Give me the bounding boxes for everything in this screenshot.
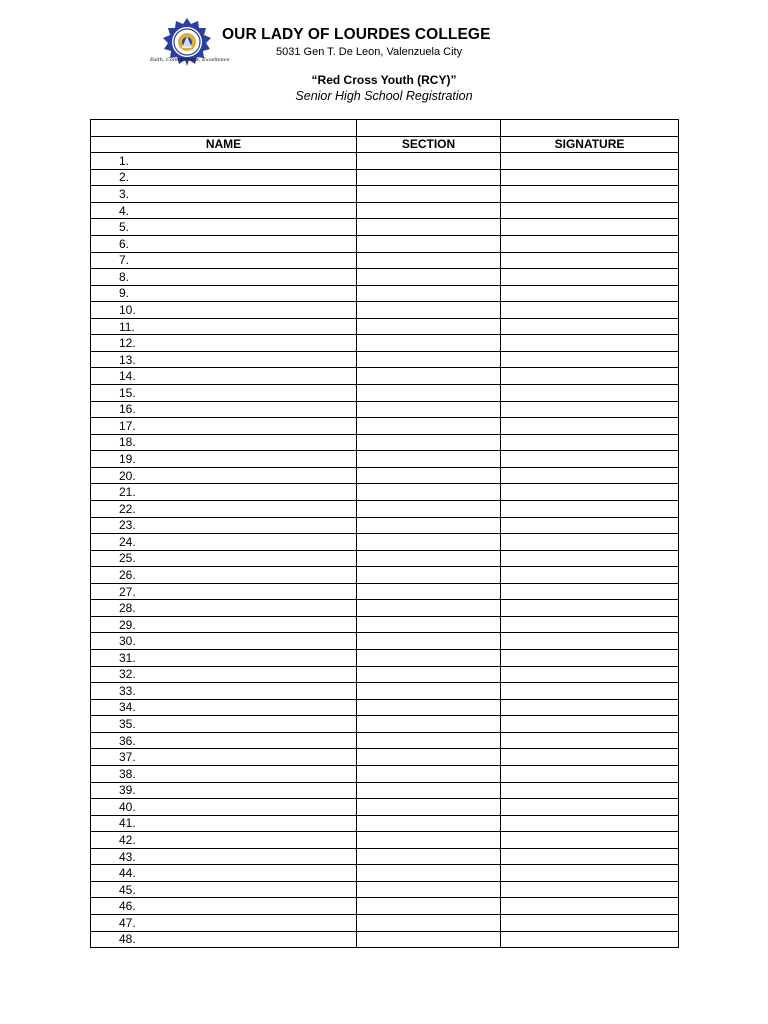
name-cell[interactable]: 6.: [91, 235, 357, 252]
table-row: [91, 848, 679, 865]
table-row: [91, 633, 679, 650]
name-cell[interactable]: 26.: [91, 567, 357, 584]
name-cell[interactable]: 45.: [91, 881, 357, 898]
signature-cell[interactable]: [501, 799, 679, 816]
section-cell[interactable]: [357, 583, 501, 600]
column-header-name: NAME: [91, 136, 357, 153]
signature-cell[interactable]: [501, 335, 679, 352]
section-cell[interactable]: [357, 302, 501, 319]
section-cell[interactable]: [357, 600, 501, 617]
table-row: [91, 732, 679, 749]
table-row: [91, 252, 679, 269]
signature-cell[interactable]: [501, 567, 679, 584]
signature-cell[interactable]: [501, 550, 679, 567]
table-row: [91, 832, 679, 849]
table-row: [91, 418, 679, 435]
signature-cell[interactable]: [501, 269, 679, 286]
blank-cell: [357, 120, 501, 137]
signature-cell[interactable]: [501, 931, 679, 948]
section-cell[interactable]: [357, 467, 501, 484]
name-cell[interactable]: 9.: [91, 285, 357, 302]
section-cell[interactable]: [357, 285, 501, 302]
table-row: [91, 302, 679, 319]
name-cell[interactable]: 35.: [91, 716, 357, 733]
signature-cell[interactable]: [501, 302, 679, 319]
signature-cell[interactable]: [501, 600, 679, 617]
name-cell[interactable]: 22.: [91, 500, 357, 517]
signature-cell[interactable]: [501, 401, 679, 418]
name-cell[interactable]: 43.: [91, 848, 357, 865]
name-cell[interactable]: 30.: [91, 633, 357, 650]
signature-cell[interactable]: [501, 666, 679, 683]
column-header-section: SECTION: [357, 136, 501, 153]
name-cell[interactable]: 2.: [91, 169, 357, 186]
name-cell[interactable]: 41.: [91, 815, 357, 832]
table-row: [91, 550, 679, 567]
header-row: [91, 136, 679, 153]
section-cell[interactable]: [357, 434, 501, 451]
name-cell[interactable]: 20.: [91, 467, 357, 484]
name-cell[interactable]: 44.: [91, 865, 357, 882]
name-cell[interactable]: 29.: [91, 616, 357, 633]
name-cell[interactable]: 42.: [91, 832, 357, 849]
section-cell[interactable]: [357, 451, 501, 468]
table-row: [91, 401, 679, 418]
registration-table: [90, 119, 679, 948]
table-row: [91, 202, 679, 219]
name-cell[interactable]: 34.: [91, 699, 357, 716]
section-cell[interactable]: [357, 335, 501, 352]
section-cell[interactable]: [357, 186, 501, 203]
table-row: [91, 219, 679, 236]
table-row: [91, 368, 679, 385]
name-cell[interactable]: 11.: [91, 318, 357, 335]
name-cell[interactable]: 1.: [91, 153, 357, 170]
signature-cell[interactable]: [501, 500, 679, 517]
signature-cell[interactable]: [501, 749, 679, 766]
section-cell[interactable]: [357, 699, 501, 716]
signature-cell[interactable]: [501, 848, 679, 865]
signature-cell[interactable]: [501, 186, 679, 203]
name-cell[interactable]: 7.: [91, 252, 357, 269]
section-cell[interactable]: [357, 865, 501, 882]
section-cell[interactable]: [357, 749, 501, 766]
name-cell[interactable]: 4.: [91, 202, 357, 219]
section-cell[interactable]: [357, 716, 501, 733]
table-row: [91, 600, 679, 617]
signature-cell[interactable]: [501, 368, 679, 385]
signature-cell[interactable]: [501, 699, 679, 716]
table-row: [91, 567, 679, 584]
name-cell[interactable]: 24.: [91, 534, 357, 551]
section-cell[interactable]: [357, 351, 501, 368]
name-cell[interactable]: 12.: [91, 335, 357, 352]
signature-cell[interactable]: [501, 517, 679, 534]
table-row: [91, 484, 679, 501]
signature-cell[interactable]: [501, 219, 679, 236]
signature-cell[interactable]: [501, 832, 679, 849]
section-cell[interactable]: [357, 550, 501, 567]
signature-cell[interactable]: [501, 782, 679, 799]
name-cell[interactable]: 36.: [91, 732, 357, 749]
section-cell[interactable]: [357, 219, 501, 236]
section-cell[interactable]: [357, 368, 501, 385]
table-row: [91, 650, 679, 667]
signature-cell[interactable]: [501, 633, 679, 650]
section-cell[interactable]: [357, 385, 501, 402]
section-cell[interactable]: [357, 848, 501, 865]
table-row: [91, 169, 679, 186]
table-row: [91, 915, 679, 932]
signature-cell[interactable]: [501, 202, 679, 219]
name-cell[interactable]: 39.: [91, 782, 357, 799]
signature-cell[interactable]: [501, 716, 679, 733]
signature-cell[interactable]: [501, 252, 679, 269]
section-cell[interactable]: [357, 633, 501, 650]
signature-cell[interactable]: [501, 534, 679, 551]
table-row: [91, 500, 679, 517]
section-cell[interactable]: [357, 650, 501, 667]
section-cell[interactable]: [357, 881, 501, 898]
name-cell[interactable]: 38.: [91, 765, 357, 782]
blank-cell: [501, 120, 679, 137]
signature-cell[interactable]: [501, 451, 679, 468]
signature-cell[interactable]: [501, 285, 679, 302]
signature-cell[interactable]: [501, 915, 679, 932]
table-row: [91, 534, 679, 551]
section-cell[interactable]: [357, 732, 501, 749]
section-cell[interactable]: [357, 915, 501, 932]
section-cell[interactable]: [357, 666, 501, 683]
table-row: [91, 335, 679, 352]
table-row: [91, 451, 679, 468]
table-row: [91, 765, 679, 782]
blank-top-row: [91, 120, 679, 137]
section-cell[interactable]: [357, 765, 501, 782]
signature-cell[interactable]: [501, 765, 679, 782]
signature-cell[interactable]: [501, 418, 679, 435]
table-row: [91, 269, 679, 286]
name-cell[interactable]: 15.: [91, 385, 357, 402]
name-cell[interactable]: 21.: [91, 484, 357, 501]
name-cell[interactable]: 27.: [91, 583, 357, 600]
signature-cell[interactable]: [501, 153, 679, 170]
section-cell[interactable]: [357, 898, 501, 915]
signature-cell[interactable]: [501, 898, 679, 915]
section-cell[interactable]: [357, 534, 501, 551]
table-row: [91, 749, 679, 766]
signature-cell[interactable]: [501, 318, 679, 335]
blank-cell: [91, 120, 357, 137]
section-cell[interactable]: [357, 567, 501, 584]
section-cell[interactable]: [357, 799, 501, 816]
signature-cell[interactable]: [501, 865, 679, 882]
signature-cell[interactable]: [501, 583, 679, 600]
table-row: [91, 931, 679, 948]
signature-cell[interactable]: [501, 351, 679, 368]
name-cell[interactable]: 8.: [91, 269, 357, 286]
section-cell[interactable]: [357, 931, 501, 948]
name-cell[interactable]: 18.: [91, 434, 357, 451]
name-cell[interactable]: 14.: [91, 368, 357, 385]
table-row: [91, 799, 679, 816]
table-row: [91, 865, 679, 882]
name-cell[interactable]: 48.: [91, 931, 357, 948]
table-row: [91, 699, 679, 716]
name-cell[interactable]: 32.: [91, 666, 357, 683]
name-cell[interactable]: 28.: [91, 600, 357, 617]
table-row: [91, 153, 679, 170]
table-row: [91, 235, 679, 252]
table-row: [91, 318, 679, 335]
table-row: [91, 898, 679, 915]
signature-cell[interactable]: [501, 467, 679, 484]
table-row: [91, 683, 679, 700]
signature-cell[interactable]: [501, 650, 679, 667]
name-cell[interactable]: 37.: [91, 749, 357, 766]
section-cell[interactable]: [357, 832, 501, 849]
section-cell[interactable]: [357, 153, 501, 170]
section-cell[interactable]: [357, 683, 501, 700]
college-seal-logo: [158, 16, 216, 74]
college-name: OUR LADY OF LOURDES COLLEGE: [222, 26, 491, 43]
table-row: [91, 385, 679, 402]
table-row: [91, 716, 679, 733]
section-cell[interactable]: [357, 782, 501, 799]
section-cell[interactable]: [357, 269, 501, 286]
signature-cell[interactable]: [501, 385, 679, 402]
section-cell[interactable]: [357, 616, 501, 633]
signature-cell[interactable]: [501, 732, 679, 749]
table-row: [91, 583, 679, 600]
signature-cell[interactable]: [501, 434, 679, 451]
signature-cell[interactable]: [501, 484, 679, 501]
section-cell[interactable]: [357, 815, 501, 832]
signature-cell[interactable]: [501, 235, 679, 252]
signature-cell[interactable]: [501, 881, 679, 898]
name-cell[interactable]: 13.: [91, 351, 357, 368]
section-cell[interactable]: [357, 500, 501, 517]
registration-rows: [91, 153, 679, 948]
signature-cell[interactable]: [501, 616, 679, 633]
name-cell[interactable]: 31.: [91, 650, 357, 667]
section-cell[interactable]: [357, 252, 501, 269]
table-row: [91, 815, 679, 832]
name-cell[interactable]: 17.: [91, 418, 357, 435]
section-cell[interactable]: [357, 484, 501, 501]
table-row: [91, 616, 679, 633]
name-cell[interactable]: 3.: [91, 186, 357, 203]
table-row: [91, 666, 679, 683]
section-cell[interactable]: [357, 318, 501, 335]
name-cell[interactable]: 16.: [91, 401, 357, 418]
name-cell[interactable]: 19.: [91, 451, 357, 468]
college-address: 5031 Gen T. De Leon, Valenzuela City: [276, 46, 463, 58]
section-cell[interactable]: [357, 202, 501, 219]
section-cell[interactable]: [357, 401, 501, 418]
table-row: [91, 782, 679, 799]
signature-cell[interactable]: [501, 169, 679, 186]
section-cell[interactable]: [357, 169, 501, 186]
table-row: [91, 351, 679, 368]
document-subtitle: Senior High School Registration: [295, 89, 473, 103]
name-cell[interactable]: 10.: [91, 302, 357, 319]
table-row: [91, 881, 679, 898]
column-header-signature: SIGNATURE: [501, 136, 679, 153]
logo-motto: Faith, Commitment, Excellence: [150, 57, 230, 63]
section-cell[interactable]: [357, 235, 501, 252]
table-row: [91, 517, 679, 534]
document-title: “Red Cross Youth (RCY)”: [311, 73, 457, 87]
table-row: [91, 285, 679, 302]
name-cell[interactable]: 25.: [91, 550, 357, 567]
table-row: [91, 434, 679, 451]
table-row: [91, 186, 679, 203]
table-row: [91, 467, 679, 484]
signature-cell[interactable]: [501, 815, 679, 832]
name-cell[interactable]: 5.: [91, 219, 357, 236]
section-cell[interactable]: [357, 517, 501, 534]
name-cell[interactable]: 46.: [91, 898, 357, 915]
name-cell[interactable]: 47.: [91, 915, 357, 932]
signature-cell[interactable]: [501, 683, 679, 700]
name-cell[interactable]: 23.: [91, 517, 357, 534]
section-cell[interactable]: [357, 418, 501, 435]
name-cell[interactable]: 40.: [91, 799, 357, 816]
name-cell[interactable]: 33.: [91, 683, 357, 700]
